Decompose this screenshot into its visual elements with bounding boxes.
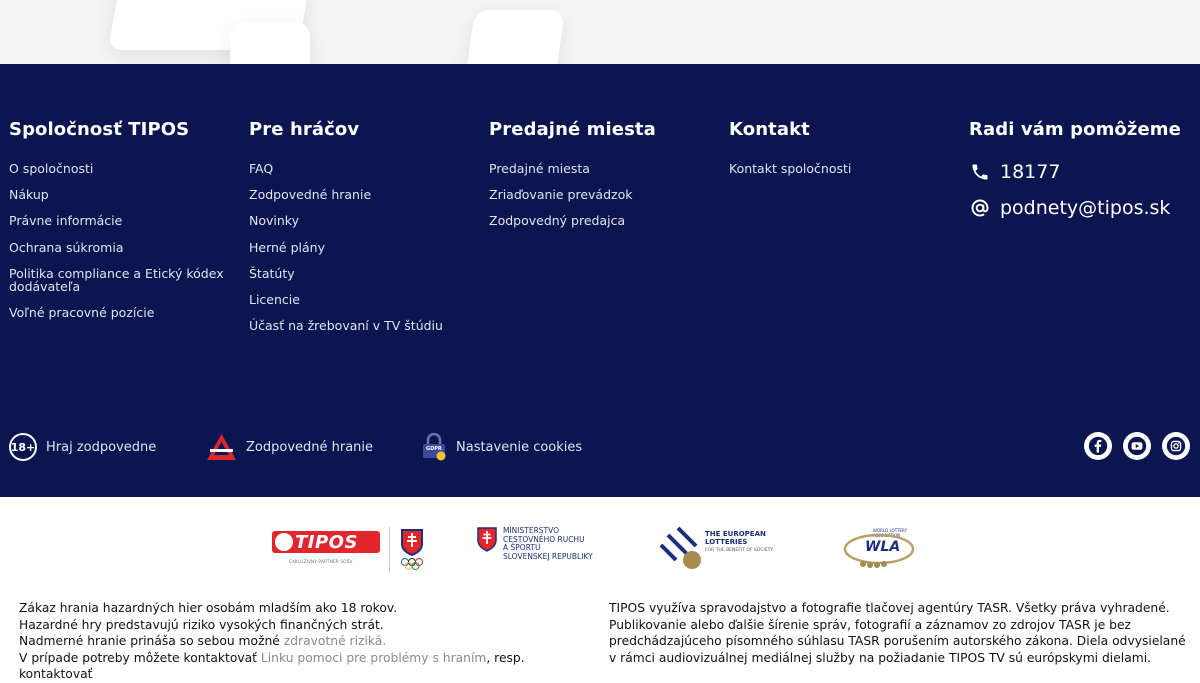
age-badge: 18+ bbox=[9, 433, 37, 461]
footer-column-title: Kontakt bbox=[729, 119, 810, 140]
footer-link[interactable]: Predajné miesta bbox=[489, 161, 590, 176]
responsible-gaming-logo-icon bbox=[206, 433, 237, 461]
footer-link[interactable]: Štatúty bbox=[249, 265, 295, 281]
decorative-card bbox=[465, 10, 565, 64]
european-lotteries-mark-icon bbox=[658, 525, 704, 570]
footer-link[interactable]: O spoločnosti bbox=[9, 161, 94, 176]
phone-number: 18177 bbox=[1000, 161, 1061, 183]
email-address: podnety@tipos.sk bbox=[1000, 197, 1171, 219]
legal-line bbox=[19, 650, 599, 683]
legal-line bbox=[19, 633, 599, 650]
instagram-icon[interactable] bbox=[1162, 432, 1190, 460]
footer-column-help bbox=[969, 119, 1194, 232]
legal-line: Zákaz hrania hazardných hier osobám mladším ako 18 rokov. bbox=[19, 601, 398, 615]
tipos-logo[interactable] bbox=[272, 527, 430, 572]
tipos-logo-word: TIPOS bbox=[295, 532, 358, 553]
age-18-icon bbox=[9, 433, 37, 461]
footer-link[interactable]: Kontakt spoločnosti bbox=[729, 161, 852, 176]
footer-link[interactable]: Účasť na žrebovaní v TV štúdiu bbox=[249, 318, 443, 334]
slovak-coat-of-arms-icon bbox=[477, 527, 497, 553]
play-responsibly-label: Hraj zodpovedne bbox=[46, 439, 157, 455]
footer-link[interactable]: Právne informácie bbox=[9, 213, 123, 229]
footer-link[interactable]: FAQ bbox=[249, 161, 274, 176]
tipos-logo-mark bbox=[275, 533, 293, 551]
phone-icon bbox=[969, 161, 991, 183]
email-contact[interactable] bbox=[969, 196, 1194, 220]
footer-link[interactable]: Novinky bbox=[249, 213, 299, 229]
footer-column-title: Radi vám pomôžeme bbox=[969, 119, 1181, 140]
el-line: LOTTERIES bbox=[705, 538, 748, 546]
responsible-gaming-label: Zodpovedné hranie bbox=[246, 439, 374, 455]
at-sign-icon bbox=[969, 197, 991, 219]
footer-link[interactable]: Zodpovedný predajca bbox=[489, 213, 626, 229]
legal-line-text: Nadmerné hranie prináša so sebou možné bbox=[19, 634, 284, 648]
legal-line: Hazardné hry predstavujú riziko vysokých finančných strát. bbox=[19, 617, 384, 632]
ministry-line: SLOVENSKEJ REPUBLIKY bbox=[503, 551, 593, 561]
gdpr-badge-text: GDPR bbox=[426, 446, 442, 452]
ministry-text bbox=[503, 527, 593, 561]
footer-link[interactable]: Zodpovedné hranie bbox=[249, 187, 372, 203]
cookie-settings-label: Nastavenie cookies bbox=[456, 439, 583, 455]
european-lotteries-text bbox=[705, 530, 766, 546]
legal-line-text: V prípade potreby môžete kontaktovať bbox=[19, 650, 261, 665]
footer-link[interactable]: Ochrana súkromia bbox=[9, 239, 124, 255]
site-footer bbox=[0, 64, 1200, 497]
wla-top-text: WORLD LOTTERY ASSOCIATION bbox=[873, 528, 908, 538]
phone-contact[interactable] bbox=[969, 160, 1194, 184]
el-line: THE EUROPEAN bbox=[705, 530, 766, 538]
youtube-icon[interactable] bbox=[1123, 432, 1151, 460]
footer-column-title: Pre hráčov bbox=[249, 119, 360, 140]
footer-column-players bbox=[249, 119, 474, 345]
footer-link[interactable]: Zriaďovanie prevádzok bbox=[489, 187, 633, 203]
partner-logos bbox=[0, 497, 1200, 592]
responsible-gaming-link[interactable] bbox=[206, 432, 373, 462]
top-section-background bbox=[0, 0, 1200, 64]
slovak-olympic-icon bbox=[400, 529, 424, 571]
european-lotteries-logo[interactable] bbox=[658, 525, 798, 570]
legal-warning-text bbox=[19, 600, 599, 683]
footer-link[interactable]: Licencie bbox=[249, 291, 300, 307]
footer-link[interactable]: Voľné pracovné pozície bbox=[9, 304, 155, 320]
ministry-line: A ŠPORTU bbox=[503, 543, 541, 552]
footer-column-sales-points bbox=[489, 119, 714, 241]
footer-link[interactable]: Politika compliance a Etický kódex dodávateľa bbox=[9, 265, 224, 294]
footer-link[interactable]: Herné plány bbox=[249, 239, 325, 255]
gdpr-lock-icon bbox=[421, 433, 447, 461]
footer-column-contact bbox=[729, 119, 954, 188]
footer-link[interactable]: Nákup bbox=[9, 187, 49, 203]
tasr-copyright-text: TIPOS využíva spravodajstvo a fotografie tlačovej agentúry TASR. Všetky práva vyhradené. Publikovanie alebo ďalšie šírenie správ, fotografií a záznamov zo zdrojov TASR je bez predchádzajúceho písomného súhlasu TASR porušením autorského zákona. Diela odvysielané v rámci audiovizuálnej mediálnej služby na požiadanie TIPOS TV sú európskymi dielami. bbox=[609, 601, 1186, 665]
european-lotteries-subtitle: FOR THE BENEFIT OF SOCIETY bbox=[705, 548, 774, 553]
gambling-help-line-link[interactable]: Linku pomoci pre problémy s hraním bbox=[260, 650, 487, 665]
footer-column-company bbox=[9, 119, 234, 332]
ministry-line: CESTOVNÉHO RUCHU bbox=[503, 534, 585, 544]
logo-divider bbox=[389, 527, 390, 572]
wla-logo[interactable] bbox=[843, 525, 928, 570]
ministry-line: MINISTERSTVO bbox=[503, 526, 560, 535]
footer-column-title: Spoločnosť TIPOS bbox=[9, 119, 190, 140]
footer-column-title: Predajné miesta bbox=[489, 119, 656, 140]
facebook-icon[interactable] bbox=[1084, 432, 1112, 460]
decorative-card bbox=[230, 22, 310, 64]
tipos-logo-subtitle: EXKLUZÍVNY PARTNER SOŠV bbox=[289, 560, 353, 565]
play-responsibly-link[interactable] bbox=[9, 432, 156, 462]
ministry-logo[interactable] bbox=[477, 527, 612, 572]
wla-word: WLA bbox=[865, 539, 901, 555]
legal-line-text: , resp. kontaktovať bbox=[19, 650, 525, 681]
health-risks-link[interactable]: zdravotné riziká. bbox=[283, 634, 387, 648]
responsible-gaming-bar bbox=[0, 432, 1200, 462]
cookie-settings-link[interactable] bbox=[421, 432, 582, 462]
